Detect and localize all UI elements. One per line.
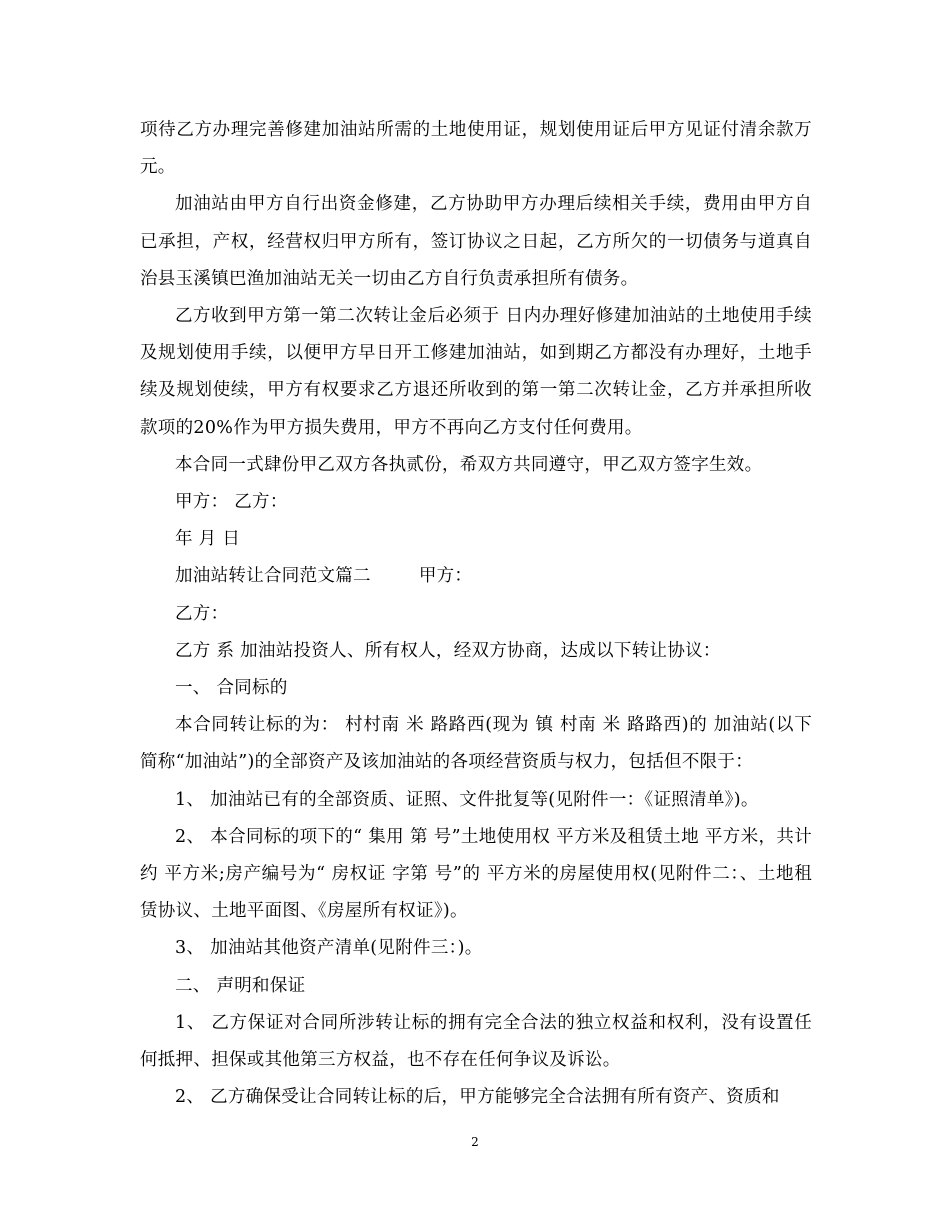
document-body bbox=[140, 112, 812, 1116]
date-line: 年 月 日 bbox=[175, 529, 241, 550]
party-a-label: 甲方： bbox=[418, 566, 473, 587]
paragraph-4: 本合同一式肆份甲乙双方各执贰份，希双方共同遵守，甲乙双方签字生效。 bbox=[175, 454, 763, 475]
paragraph-3: 乙方收到甲方第一第二次转让金后必须于 日内办理好修建加油站的土地使用手续及规划使用手续，以便甲方早日开工修建加油站，如到期乙方都没有办理好，土地手续及规划使续，甲方有权要求乙方退还所收到的第一第二次转让金，乙方并承担所收款项的20%作为甲方损失费用，甲方不再向乙方支付任何费用。 bbox=[140, 306, 812, 438]
paragraph-1: 项待乙方办理完善修建加油站所需的土地使用证，规划使用证后甲方见证付清余款万元。 bbox=[140, 120, 812, 178]
paragraph-2: 加油站由甲方自行出资金修建，乙方协助甲方办理后续相关手续，费用由甲方自已承担，产权，经营权归甲方所有，签订协议之日起，乙方所欠的一切债务与道真自治县玉溪镇巴渔加油站无关一切由乙方自行负责承担所有债务。 bbox=[140, 194, 812, 289]
clause-2-1: 1、 乙方保证对合同所涉转让标的拥有完全合法的独立权益和权利，没有设置任何抵押、担保或其他第三方权益，也不存在任何争议及诉讼。 bbox=[140, 1012, 812, 1071]
signature-parties-line: 甲方： 乙方： bbox=[175, 492, 288, 513]
paragraph-subject: 本合同转让标的为： 村村南 米 路路西(现为 镇 村南 米 路路西)的 加油站(以下简称“加油站”)的全部资产及该加油站的各项经营资质与权力，包括但不限于： bbox=[140, 715, 812, 773]
clause-1-3: 3、 加油站其他资产清单(见附件三：)。 bbox=[175, 938, 483, 959]
party-b-label: 乙方： bbox=[175, 603, 229, 624]
contract-two-title: 加油站转让合同范文篇二 bbox=[175, 566, 371, 587]
clause-1-1: 1、 加油站已有的全部资质、证照、文件批复等(见附件一：《证照清单》)。 bbox=[175, 789, 759, 810]
paragraph-intro: 乙方 系 加油站投资人、所有权人，经双方协商，达成以下转让协议： bbox=[175, 640, 721, 661]
contract-two-heading bbox=[140, 558, 812, 595]
section-heading-2: 二、 声明和保证 bbox=[175, 975, 306, 996]
clause-1-2: 2、 本合同标的项下的“ 集用 第 号”土地使用权 平方米及租赁土地 平方米，共计约 平方米;房产编号为“ 房权证 字第 号”的 平方米的房屋使用权(见附件二：、土地租赁协议、土地平面图、《房屋所有权证》)。 bbox=[140, 826, 812, 922]
section-heading-1: 一、 合同标的 bbox=[175, 678, 288, 699]
page-number: 2 bbox=[471, 1135, 479, 1149]
clause-2-2: 2、 乙方确保受让合同转让标的后，甲方能够完全合法拥有所有资产、资质和 bbox=[175, 1087, 780, 1108]
